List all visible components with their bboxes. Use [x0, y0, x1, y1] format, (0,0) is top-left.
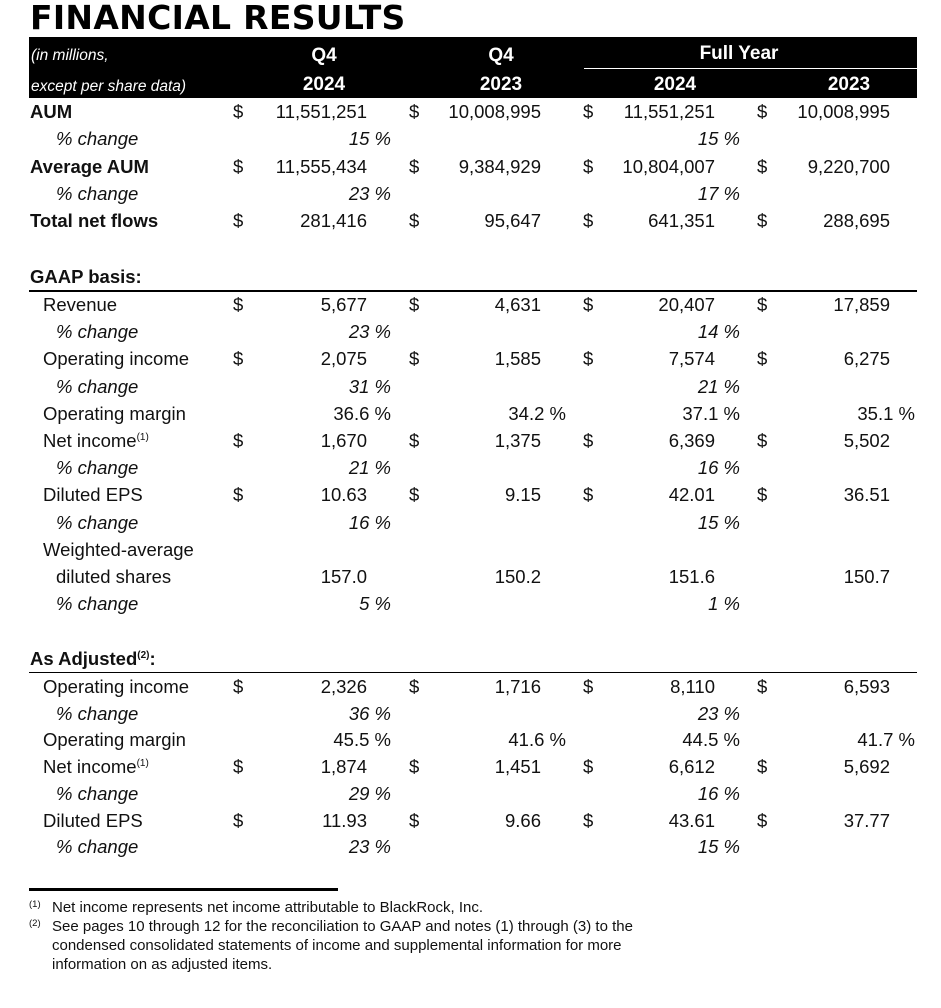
percent-change-value: 23 % — [348, 836, 391, 858]
table-row — [0, 128, 941, 154]
row-label — [43, 294, 117, 316]
cell-value: 41.6 % — [508, 729, 566, 751]
cell-value: 20,407 — [658, 294, 715, 315]
row-label-text: Operating margin — [43, 402, 186, 424]
table-row — [0, 321, 941, 347]
currency-symbol: $ — [757, 756, 768, 778]
table-row — [0, 676, 941, 702]
currency-symbol: $ — [757, 484, 768, 506]
currency-symbol: $ — [409, 430, 420, 451]
row-label-text: diluted shares — [56, 566, 172, 587]
currency-symbol: $ — [409, 101, 420, 122]
percent-change-value: 36 % — [348, 702, 391, 724]
cell-value: 37.77 — [843, 809, 890, 831]
row-label — [43, 539, 194, 561]
adjusted-section-heading — [30, 648, 156, 670]
row-label — [56, 783, 138, 805]
percent-change-value: 16 % — [697, 782, 740, 804]
cell-value: 36.6 % — [333, 402, 391, 424]
row-label — [43, 403, 186, 425]
currency-symbol: $ — [409, 155, 420, 177]
currency-symbol: $ — [583, 348, 594, 370]
table-row — [0, 593, 941, 619]
cell-value: 5,677 — [320, 294, 367, 315]
cell-value: 6,369 — [668, 430, 715, 451]
footnote-text-line: See pages 10 through 12 for the reconciliation to GAAP and notes (1) through (3) to the — [52, 918, 633, 935]
row-label — [56, 321, 138, 343]
currency-symbol: $ — [583, 484, 594, 506]
cell-value: 5,502 — [843, 430, 890, 451]
cell-value: 150.7 — [843, 566, 890, 587]
table-row — [0, 512, 941, 538]
currency-symbol: $ — [233, 430, 244, 451]
currency-symbol: $ — [409, 294, 420, 315]
table-row — [0, 101, 941, 127]
row-label-text: Operating income — [43, 676, 190, 697]
row-label-text: Operating margin — [43, 729, 186, 751]
row-label-text: % change — [56, 457, 139, 479]
header-q4-2024-year: 2024 — [302, 74, 346, 95]
footnote-text-line: Net income represents net income attributable to BlackRock, Inc. — [52, 899, 484, 916]
row-label-text: % change — [56, 375, 139, 397]
currency-symbol: $ — [757, 809, 768, 831]
header-full-year: Full Year — [699, 43, 779, 64]
percent-change-value: 5 % — [359, 593, 391, 615]
row-label-text: Revenue — [43, 294, 118, 315]
row-label — [43, 729, 186, 751]
table-row — [0, 348, 941, 374]
currency-symbol: $ — [757, 294, 768, 315]
table-row — [0, 210, 941, 236]
cell-value: 288,695 — [823, 210, 890, 232]
cell-value: 17,859 — [833, 294, 890, 315]
row-label-text: % change — [56, 702, 139, 724]
cell-value: 9,384,929 — [458, 155, 541, 177]
currency-symbol: $ — [233, 348, 244, 370]
row-label — [56, 512, 138, 534]
row-label — [56, 593, 138, 615]
percent-change-value: 15 % — [697, 836, 740, 858]
table-row — [0, 539, 941, 565]
cell-value: 6,275 — [843, 348, 890, 370]
table-row — [0, 836, 941, 862]
table-row — [0, 756, 941, 782]
cell-value: 44.5 % — [682, 729, 740, 751]
row-label-text: Average AUM — [30, 155, 149, 177]
units-note-line2: except per share data) — [31, 78, 187, 95]
row-label — [56, 376, 138, 398]
units-note-line1: (in millions, — [31, 47, 109, 64]
cell-value: 37.1 % — [682, 402, 740, 424]
currency-symbol: $ — [233, 101, 244, 122]
cell-value: 10.63 — [320, 484, 367, 506]
percent-change-value: 1 % — [708, 593, 740, 615]
cell-value: 9,220,700 — [807, 155, 890, 177]
row-label — [56, 566, 171, 588]
cell-value: 45.5 % — [333, 729, 391, 751]
row-label — [56, 457, 138, 479]
table-row — [0, 457, 941, 483]
percent-change-value: 23 % — [348, 182, 391, 204]
footnote-marker: (2) — [29, 918, 41, 929]
footnote-text-line: condensed consolidated statements of income and supplemental information for more — [52, 937, 622, 954]
row-label — [43, 430, 149, 452]
currency-symbol: $ — [233, 484, 244, 506]
cell-value: 36.51 — [843, 484, 890, 506]
cell-value: 157.0 — [320, 566, 367, 587]
currency-symbol: $ — [409, 210, 420, 232]
currency-symbol: $ — [583, 676, 594, 697]
footnote-marker: (1) — [29, 899, 41, 910]
currency-symbol: $ — [409, 348, 420, 370]
currency-symbol: $ — [757, 430, 768, 451]
row-label-text: Diluted EPS — [43, 809, 143, 831]
table-row — [0, 729, 941, 755]
row-label-text: Diluted EPS — [43, 484, 143, 506]
percent-change-value: 23 % — [697, 702, 740, 724]
full-year-underline — [584, 68, 917, 69]
footnote-ref: (1) — [136, 758, 149, 770]
cell-value: 2,075 — [320, 348, 367, 370]
currency-symbol: $ — [757, 210, 768, 232]
table-row — [0, 783, 941, 809]
currency-symbol: $ — [583, 210, 594, 232]
header-fy-2024: 2024 — [653, 74, 697, 95]
header-fy-2023: 2023 — [827, 74, 871, 95]
table-row — [0, 403, 941, 429]
cell-value: 10,008,995 — [797, 101, 890, 122]
row-label — [43, 810, 143, 832]
cell-value: 1,716 — [494, 676, 541, 697]
row-label-text: Net income — [43, 430, 137, 451]
currency-symbol: $ — [757, 348, 768, 370]
cell-value: 11,551,251 — [275, 101, 367, 122]
adjusted-heading-text: As Adjusted — [30, 648, 138, 669]
percent-change-value: 21 % — [348, 457, 391, 479]
currency-symbol: $ — [583, 101, 594, 122]
adjusted-heading-colon: : — [149, 648, 156, 669]
table-row — [0, 294, 941, 320]
cell-value: 95,647 — [484, 210, 541, 232]
currency-symbol: $ — [583, 155, 594, 177]
row-label-text: % change — [56, 511, 139, 533]
cell-value: 42.01 — [668, 484, 715, 506]
percent-change-value: 16 % — [697, 457, 740, 479]
footnote-rule — [29, 888, 338, 891]
percent-change-value: 23 % — [348, 321, 391, 343]
currency-symbol: $ — [409, 676, 420, 697]
currency-symbol: $ — [583, 809, 594, 831]
currency-symbol: $ — [583, 294, 594, 315]
cell-value: 1,874 — [320, 756, 367, 778]
table-row — [0, 703, 941, 729]
row-label — [30, 210, 158, 232]
row-label — [30, 156, 149, 178]
percent-change-value: 29 % — [348, 782, 391, 804]
cell-value: 4,631 — [494, 294, 541, 315]
row-label-text: Total net flows — [30, 210, 159, 232]
currency-symbol: $ — [233, 756, 244, 778]
currency-symbol: $ — [233, 294, 244, 315]
row-label-text: AUM — [30, 101, 73, 122]
cell-value: 10,008,995 — [448, 101, 541, 122]
adjusted-heading-footnote-ref: (2) — [137, 650, 150, 661]
row-label-text: Weighted-average — [43, 538, 194, 560]
table-row — [0, 376, 941, 402]
cell-value: 11.93 — [322, 809, 367, 831]
cell-value: 6,593 — [843, 676, 890, 697]
cell-value: 281,416 — [300, 210, 367, 232]
percent-change-value: 15 % — [348, 128, 391, 150]
header-q4-2023-period: Q4 — [488, 45, 514, 66]
percent-change-value: 14 % — [697, 321, 740, 343]
percent-change-value: 15 % — [697, 511, 740, 533]
gaap-section-rule — [29, 290, 917, 292]
row-label — [56, 703, 138, 725]
row-label — [56, 183, 138, 205]
row-label — [43, 756, 149, 778]
table-row — [0, 183, 941, 209]
header-q4-2023-year: 2023 — [479, 74, 523, 95]
percent-change-value: 15 % — [697, 128, 740, 150]
currency-symbol: $ — [757, 155, 768, 177]
cell-value: 7,574 — [668, 348, 715, 370]
currency-symbol: $ — [233, 210, 244, 232]
page-title: FINANCIAL RESULTS — [30, 0, 406, 37]
cell-value: 10,804,007 — [622, 155, 715, 177]
currency-symbol: $ — [757, 101, 768, 122]
cell-value: 1,585 — [494, 348, 541, 370]
row-label-text: Operating income — [43, 348, 190, 370]
currency-symbol: $ — [409, 484, 420, 506]
currency-symbol: $ — [583, 756, 594, 778]
cell-value: 9.66 — [504, 809, 541, 831]
row-label — [56, 836, 138, 858]
row-label-text: % change — [56, 836, 139, 858]
footnote-text-line: information on as adjusted items. — [52, 956, 273, 973]
percent-change-value: 17 % — [697, 182, 740, 204]
table-row — [0, 156, 941, 182]
cell-value: 151.6 — [668, 566, 715, 587]
row-label-text: % change — [56, 321, 139, 343]
row-label-text: % change — [56, 593, 139, 615]
row-label — [43, 348, 189, 370]
currency-symbol: $ — [409, 756, 420, 778]
row-label-text: Net income — [43, 756, 137, 778]
cell-value: 41.7 % — [857, 729, 915, 751]
row-label-text: % change — [56, 128, 139, 150]
cell-value: 34.2 % — [508, 402, 566, 424]
cell-value: 11,555,434 — [275, 155, 367, 177]
cell-value: 1,670 — [320, 430, 367, 451]
cell-value: 11,551,251 — [623, 101, 715, 122]
row-label — [43, 484, 143, 506]
table-row — [0, 566, 941, 592]
currency-symbol: $ — [233, 809, 244, 831]
currency-symbol: $ — [583, 430, 594, 451]
currency-symbol: $ — [409, 809, 420, 831]
cell-value: 2,326 — [320, 676, 367, 697]
percent-change-value: 31 % — [348, 375, 391, 397]
footnote-ref: (1) — [136, 432, 149, 443]
percent-change-value: 16 % — [348, 511, 391, 533]
cell-value: 35.1 % — [857, 402, 915, 424]
adjusted-section-rule — [29, 672, 917, 673]
table-row — [0, 484, 941, 510]
currency-symbol: $ — [757, 676, 768, 697]
table-row — [0, 430, 941, 456]
gaap-section-heading: GAAP basis: — [30, 266, 142, 287]
row-label — [30, 101, 72, 123]
currency-symbol: $ — [233, 155, 244, 177]
cell-value: 641,351 — [648, 210, 715, 232]
row-label — [56, 128, 138, 150]
cell-value: 8,110 — [670, 676, 715, 697]
cell-value: 9.15 — [504, 484, 541, 506]
cell-value: 5,692 — [843, 756, 890, 778]
header-q4-2024-period: Q4 — [311, 45, 337, 66]
currency-symbol: $ — [233, 676, 244, 697]
table-row — [0, 810, 941, 836]
row-label-text: % change — [56, 782, 139, 804]
cell-value: 1,451 — [494, 756, 541, 778]
cell-value: 43.61 — [668, 809, 715, 831]
percent-change-value: 21 % — [697, 375, 740, 397]
cell-value: 1,375 — [494, 430, 541, 451]
row-label — [43, 676, 189, 698]
row-label-text: % change — [56, 182, 139, 204]
cell-value: 6,612 — [668, 756, 715, 778]
cell-value: 150.2 — [494, 566, 541, 587]
